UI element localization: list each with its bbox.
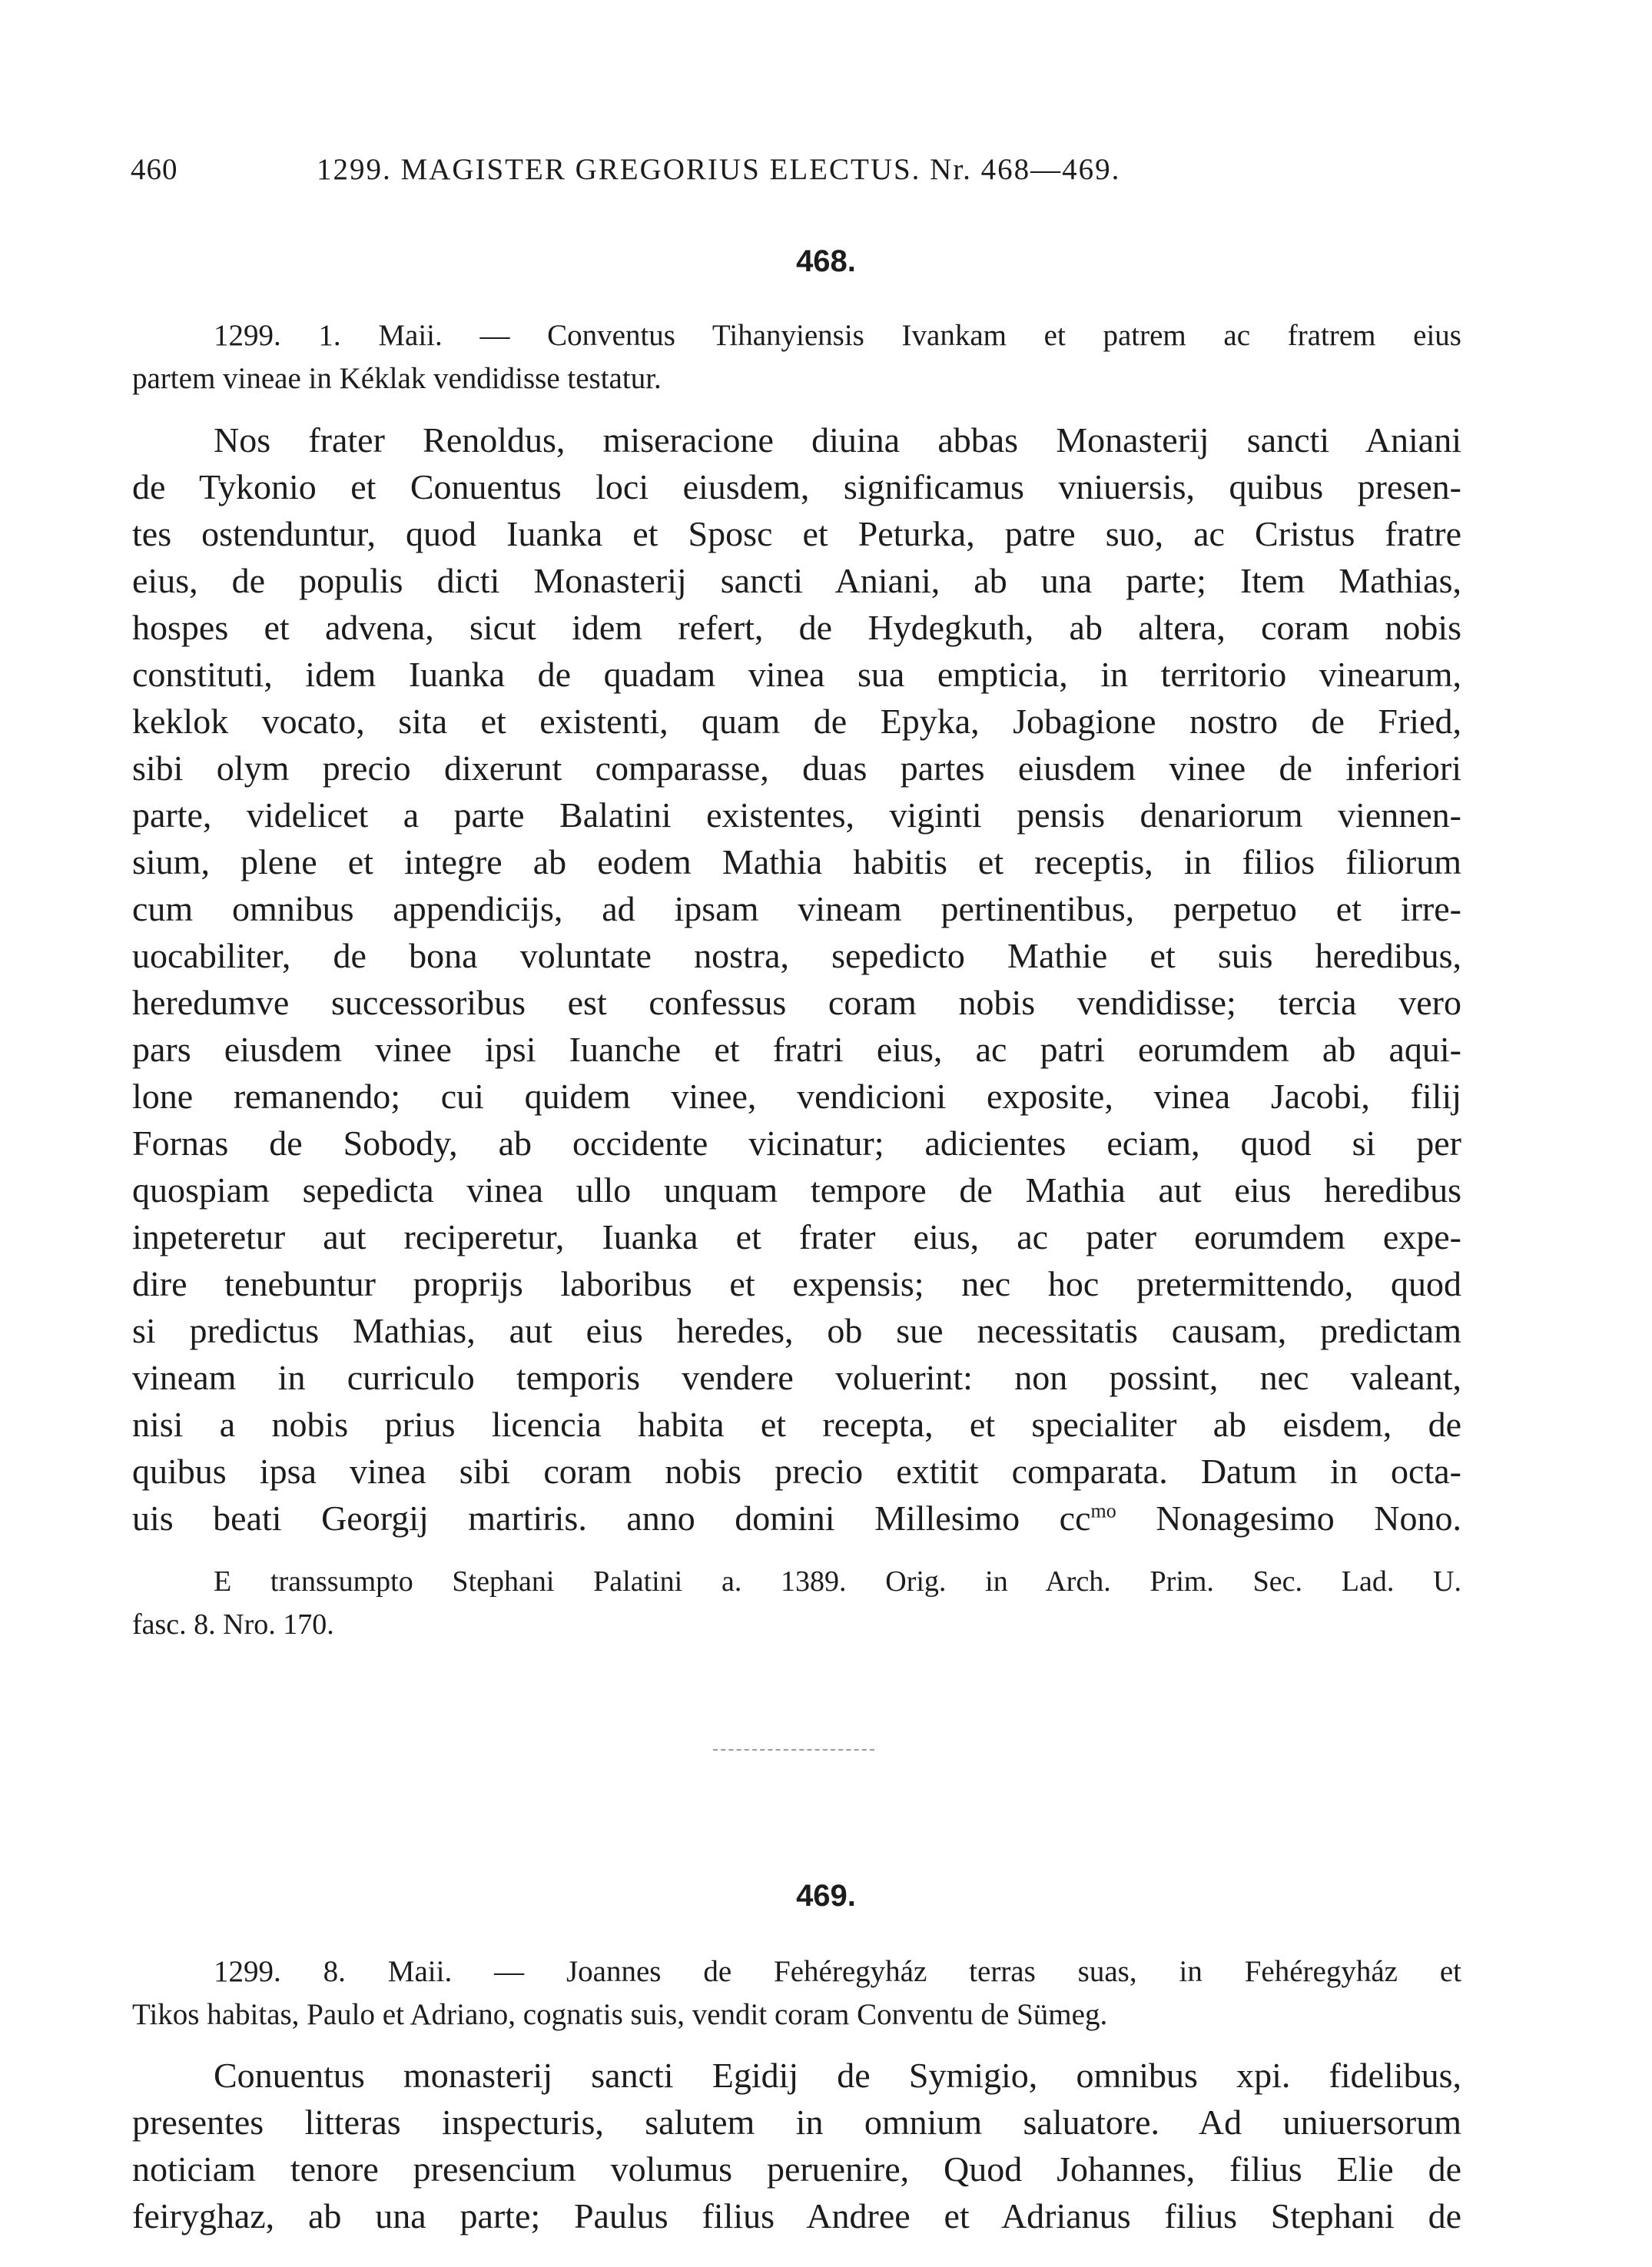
- text-line: sium, plene et integre ab eodem Mathia habitis et receptis, in filios filiorum: [132, 842, 1461, 881]
- text-line: uocabiliter, de bona voluntate nostra, sepedicto Mathie et suis heredibus,: [132, 936, 1461, 975]
- text-line: Fornas de Sobody, ab occidente vicinatur; adicientes eciam, quod si per: [132, 1124, 1461, 1163]
- text-line: pars eiusdem vinee ipsi Iuanche et fratri eius, ac patri eorumdem ab aqui-: [132, 1030, 1461, 1069]
- text-line: parte, videlicet a parte Balatini existentes, viginti pensis denariorum viennen-: [132, 795, 1461, 835]
- text-segment: uis beati Georgij martiris. anno domini Millesimo cc: [132, 1499, 1091, 1538]
- running-head: 1299. MAGISTER GREGORIUS ELECTUS. Nr. 468—469.: [317, 153, 1121, 186]
- text-line: tes ostenduntur, quod Iuanka et Sposc et Peturka, patre suo, ac Cristus fratre: [132, 514, 1461, 553]
- text-line: de Tykonio et Conuentus loci eiusdem, significamus vniuersis, quibus presen-: [132, 467, 1461, 506]
- page-number: 460: [131, 153, 178, 186]
- text-line: noticiam tenore presencium volumus peruenire, Quod Johannes, filius Elie de: [132, 2149, 1461, 2189]
- text-line: nisi a nobis prius licencia habita et recepta, et specialiter ab eisdem, de: [132, 1405, 1461, 1444]
- text-line: hospes et advena, sicut idem refert, de Hydegkuth, ab altera, coram nobis: [132, 608, 1461, 647]
- text-line: si predictus Mathias, aut eius heredes, ob sue necessitatis causam, predictam: [132, 1311, 1461, 1350]
- text-line: vineam in curriculo temporis vendere voluerint: non possint, nec valeant,: [132, 1358, 1461, 1397]
- section-divider: [713, 1749, 874, 1751]
- text-line: Nos frater Renoldus, miseracione diuina abbas Monasterij sancti Aniani: [214, 420, 1461, 460]
- text-segment: Nonagesimo Nono.: [1116, 1499, 1461, 1538]
- text-line: feiryghaz, ab una parte; Paulus filius Andree et Adrianus filius Stephani de: [132, 2196, 1461, 2235]
- regest-line: Tikos habitas, Paulo et Adriano, cognatis suis, vendit coram Conventu de Sümeg.: [132, 1998, 1108, 2031]
- text-line: constituti, idem Iuanka de quadam vinea sua empticia, in territorio vinearum,: [132, 655, 1461, 694]
- text-line: dire tenebuntur proprijs laboribus et expensis; nec hoc pretermittendo, quod: [132, 1264, 1461, 1303]
- text-line: sibi olym precio dixerunt comparasse, duas partes eiusdem vinee de inferiori: [132, 748, 1461, 788]
- text-line: keklok vocato, sita et existenti, quam de Epyka, Jobagione nostro de Fried,: [132, 702, 1461, 741]
- text-line: lone remanendo; cui quidem vinee, vendicioni exposite, vinea Jacobi, filij: [132, 1077, 1461, 1116]
- document-number: 469.: [796, 1879, 856, 1913]
- source-note: E transsumpto Stephani Palatini a. 1389. Orig. in Arch. Prim. Sec. Lad. U.: [214, 1565, 1461, 1598]
- regest-line: 1299. 8. Maii. — Joannes de Fehéregyház terras suas, in Fehéregyház et: [214, 1955, 1461, 1988]
- text-line: eius, de populis dicti Monasterij sancti Aniani, ab una parte; Item Mathias,: [132, 561, 1461, 600]
- regest-line: 1299. 1. Maii. — Conventus Tihanyiensis Ivankam et patrem ac fratrem eius: [214, 319, 1461, 352]
- text-line: quibus ipsa vinea sibi coram nobis precio extitit comparata. Datum in octa-: [132, 1452, 1461, 1491]
- text-line: heredumve successoribus est confessus coram nobis vendidisse; tercia vero: [132, 983, 1461, 1022]
- text-line: cum omnibus appendicijs, ad ipsam vineam pertinentibus, perpetuo et irre-: [132, 889, 1461, 928]
- text-line: quospiam sepedicta vinea ullo unquam tempore de Mathia aut eius heredibus: [132, 1170, 1461, 1210]
- text-line: Conuentus monasterij sancti Egidij de Symigio, omnibus xpi. fidelibus,: [214, 2056, 1461, 2095]
- text-line: presentes litteras inspecturis, salutem in omnium saluatore. Ad uniuersorum: [132, 2103, 1461, 2142]
- superscript: mo: [1090, 1499, 1116, 1522]
- regest-line: partem vineae in Kéklak vendidisse testatur.: [132, 362, 662, 395]
- text-line-final: [132, 1498, 1461, 1538]
- text-line: inpeteretur aut reciperetur, Iuanka et frater eius, ac pater eorumdem expe-: [132, 1217, 1461, 1256]
- source-note: fasc. 8. Nro. 170.: [132, 1608, 334, 1641]
- document-number: 468.: [796, 244, 856, 278]
